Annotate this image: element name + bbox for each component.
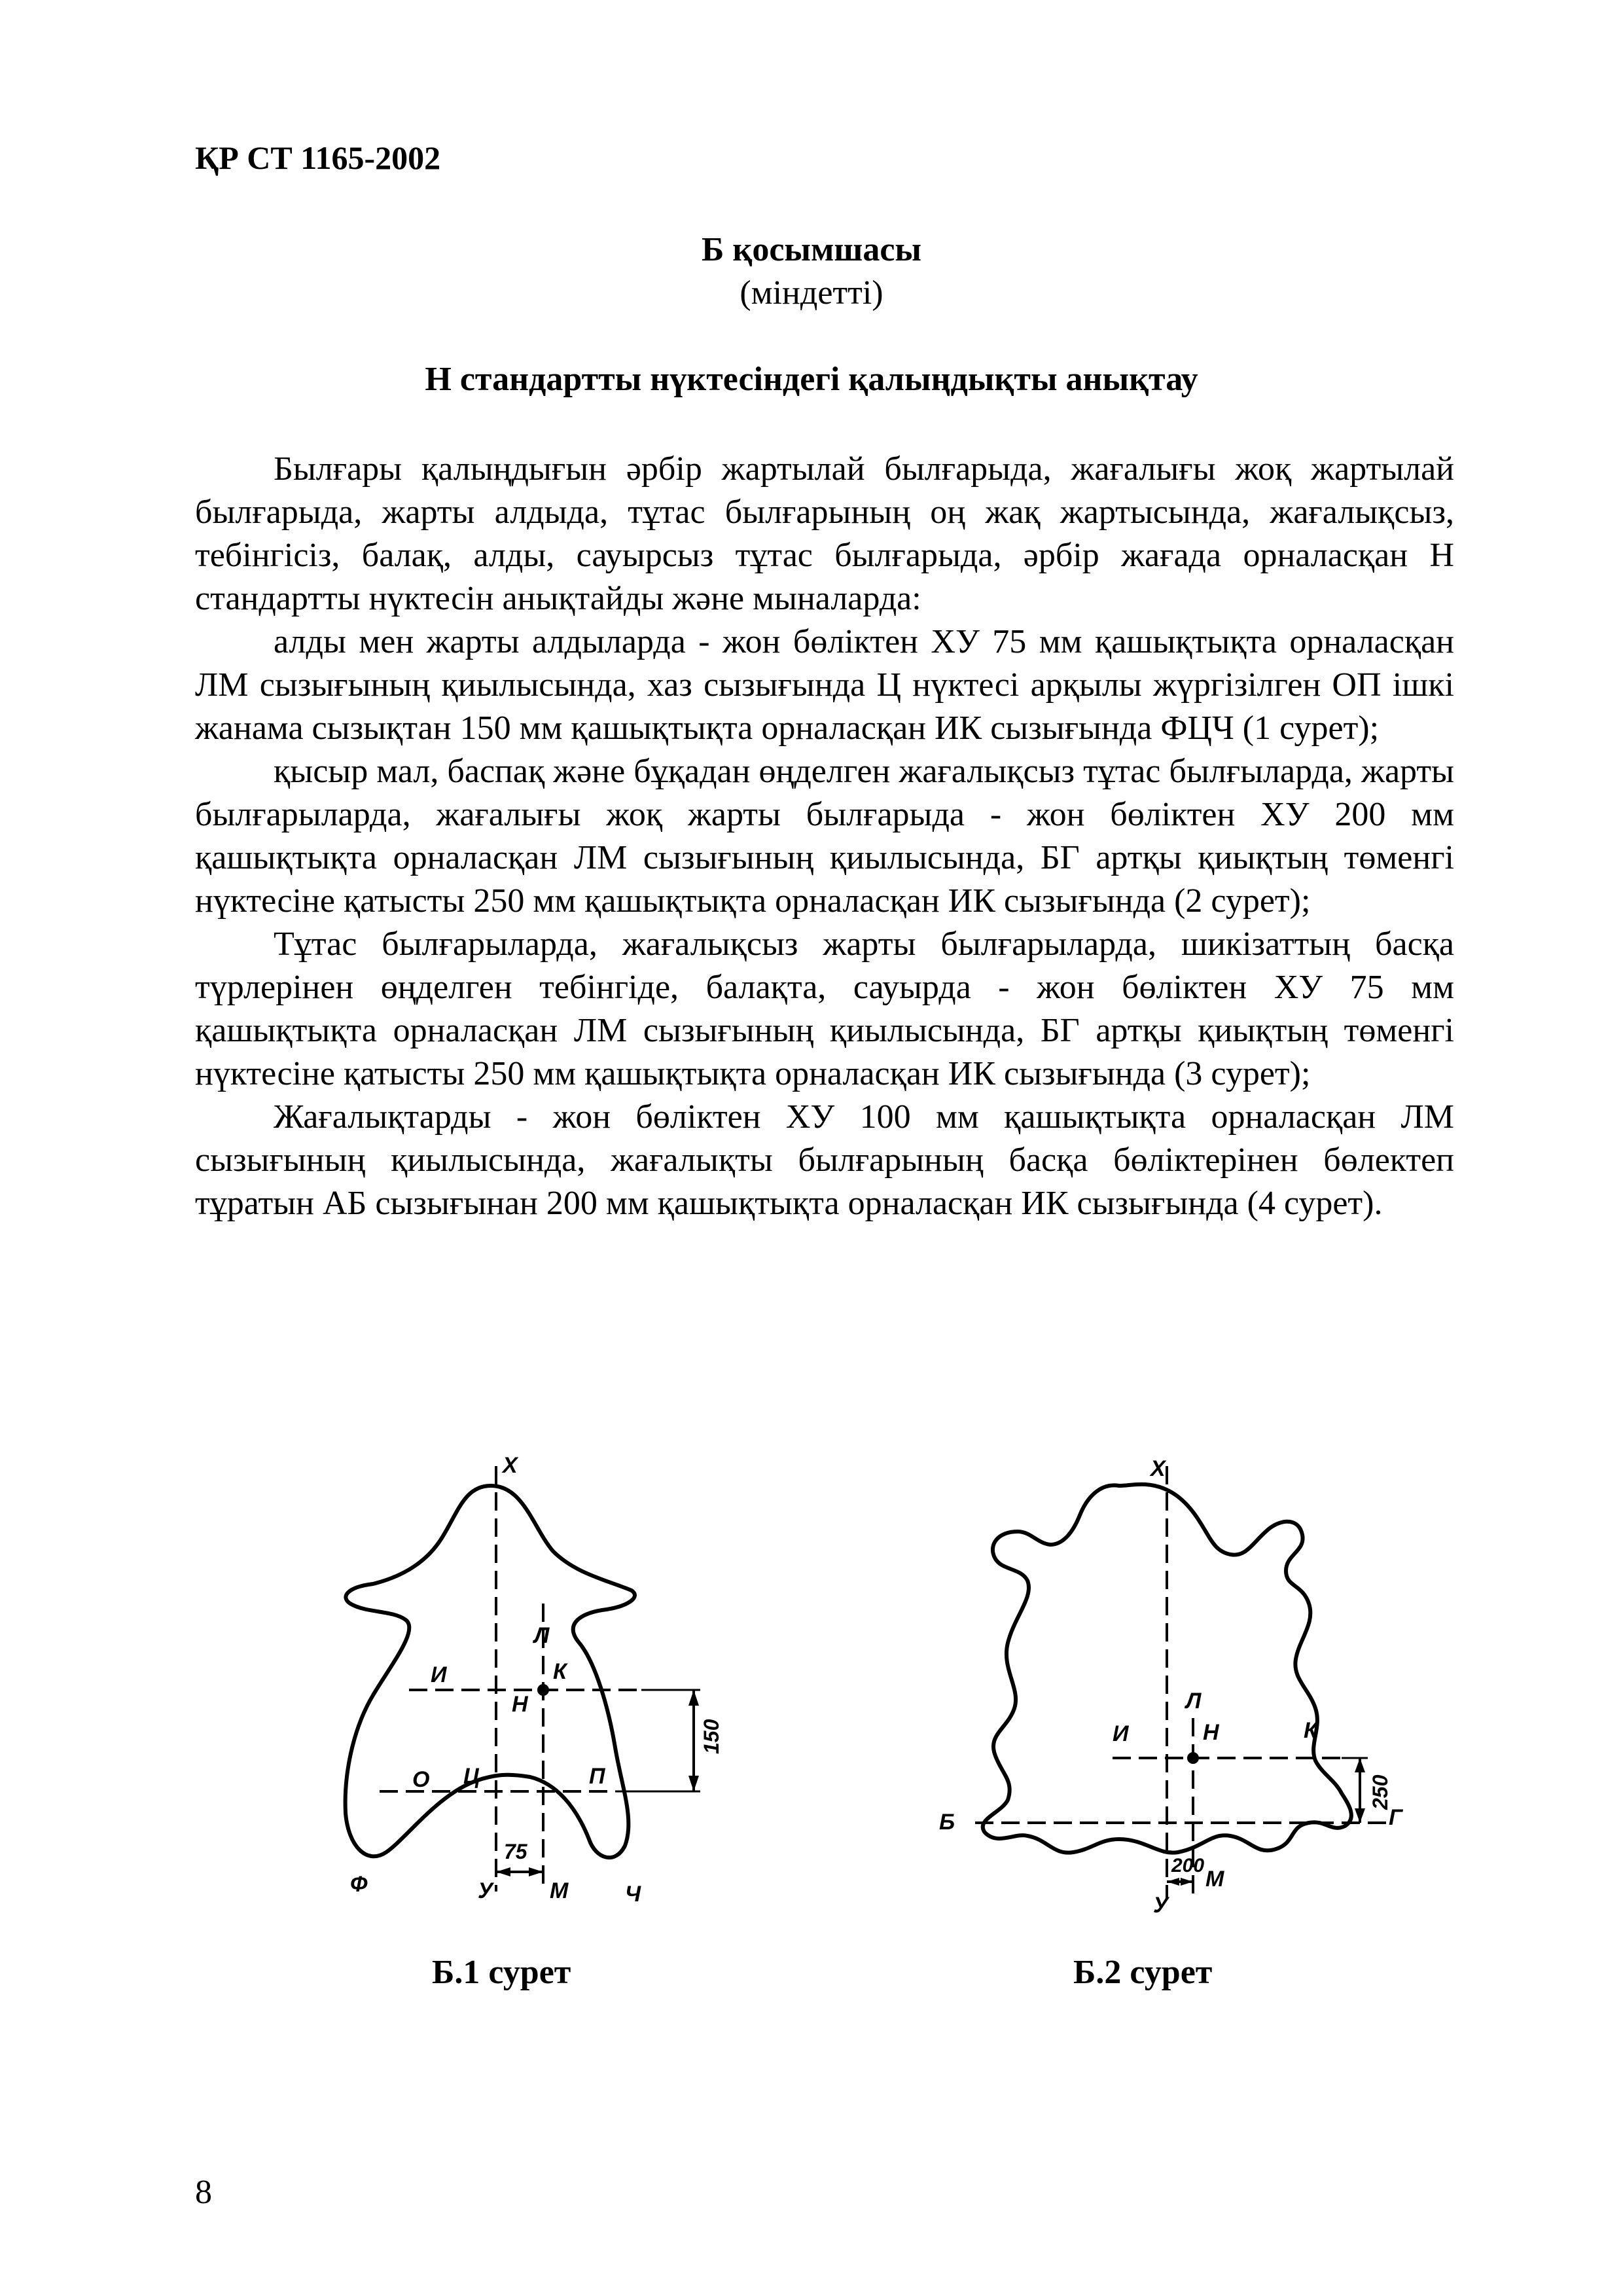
label-u: У bbox=[478, 1878, 493, 1903]
label-l-top: Л bbox=[1186, 1689, 1202, 1713]
paragraph: Былғары қалыңдығын әрбір жартылай былғарыда, жағалығы жоқ жартылай былғарыда, жарты алдыда, тұтас былғарының оң жақ жартысында, жағалықсыз, тебінгісіз, балақ, алды, сауырсыз тұтас былғарыда, әрбір жағада орналасқан Н стандартты нүктесін анықтайды және мыналарда: bbox=[195, 450, 1454, 617]
document-code: ҚР СТ 1165-2002 bbox=[195, 139, 441, 176]
figure-2-caption: Б.2 сурет bbox=[1073, 1954, 1213, 1991]
figure-1-diagram bbox=[327, 1446, 733, 1918]
dim-150-label: 150 bbox=[700, 1719, 723, 1754]
point-h bbox=[1187, 1752, 1199, 1764]
paragraph: қысыр мал, баспақ және бұқадан өңделген жағалықсыз тұтас былғыларда, жарты былғарыларда, жағалығы жоқ жарты былғарыда - жон бөліктен ХУ 200 мм қашықтықта орналасқан ЛМ сызығының қиылысында, БГ артқы қиықтың төменгі нүктесіне қатысты 250 мм қашықтықта орналасқан ИК сызығында (2 сурет); bbox=[195, 753, 1454, 920]
label-n: Н bbox=[512, 1692, 528, 1717]
label-n: Н bbox=[1203, 1720, 1219, 1745]
page-number: 8 bbox=[195, 2174, 212, 2211]
label-l-top: Л bbox=[534, 1623, 550, 1648]
dim-200-label: 200 bbox=[1171, 1855, 1205, 1876]
body-text bbox=[195, 448, 1454, 1225]
label-o: О bbox=[412, 1767, 430, 1792]
figure-2-diagram bbox=[923, 1446, 1446, 1918]
paragraph: Жағалықтарды - жон бөліктен ХУ 100 мм қашықтықта орналасқан ЛМ сызығының қиылысында, жағалықты былғарының басқа бөліктерінен бөлектеп тұратын АБ сызығынан 200 мм қашықтықта орналасқан ИК сызығында (4 сурет). bbox=[195, 1098, 1454, 1222]
label-k: К bbox=[1304, 1718, 1317, 1743]
dim-75-label: 75 bbox=[504, 1840, 527, 1863]
dim-arrow bbox=[496, 1867, 510, 1876]
dim-250-label: 250 bbox=[1368, 1774, 1392, 1810]
label-m: М bbox=[550, 1878, 569, 1903]
label-p: П bbox=[589, 1764, 605, 1789]
dim-arrow bbox=[1355, 1758, 1365, 1772]
dim-arrow bbox=[688, 1776, 699, 1791]
point-h bbox=[537, 1684, 549, 1696]
label-ch: Ч bbox=[625, 1882, 641, 1907]
label-b: Б bbox=[939, 1810, 955, 1835]
dim-arrow bbox=[1167, 1878, 1179, 1886]
label-ts: Ц bbox=[463, 1764, 480, 1789]
dim-arrow bbox=[688, 1690, 699, 1706]
figure-1-caption: Б.1 сурет bbox=[432, 1954, 571, 1991]
hide-outline bbox=[346, 1486, 635, 1857]
label-m: М bbox=[1205, 1867, 1224, 1892]
dim-arrow bbox=[1355, 1808, 1365, 1823]
label-u: У bbox=[1153, 1893, 1169, 1918]
appendix-subtitle: (міндетті) bbox=[740, 274, 883, 312]
label-x: Х bbox=[503, 1453, 518, 1478]
label-g: Г bbox=[1389, 1805, 1402, 1830]
paragraph: Тұтас былғарыларда, жағалықсыз жарты былғарыларда, шикізаттың басқа түрлерінен өңделген тебінгіде, балақта, сауырда - жон бөліктен ХУ 75 мм қашықтықта орналасқан ЛМ сызығының қиылысында, БГ артқы қиықтың төменгі нүктесіне қатысты 250 мм қашықтықта орналасқан ИК сызығында (3 сурет); bbox=[195, 925, 1454, 1092]
appendix-title: Б қосымшасы bbox=[701, 231, 922, 268]
label-k: К bbox=[553, 1659, 567, 1684]
section-title: Н стандартты нүктесіндегі қалыңдықты анықтау bbox=[425, 361, 1198, 398]
label-i: И bbox=[1113, 1721, 1129, 1746]
label-i: И bbox=[431, 1662, 447, 1687]
label-f: Ф bbox=[350, 1872, 368, 1897]
paragraph: алды мен жарты алдыларда - жон бөліктен ХУ 75 мм қашықтықта орналасқан ЛМ сызығының қиылысында, хаз сызығында Ц нүктесі арқылы жүргізілген ОП ішкі жанама сызықтан 150 мм қашықтықта орналасқан ИК сызығында ФЦЧ (1 сурет); bbox=[195, 623, 1454, 747]
label-x: Х bbox=[1150, 1456, 1166, 1481]
dim-arrow bbox=[529, 1867, 543, 1876]
dim-arrow bbox=[1181, 1878, 1193, 1886]
